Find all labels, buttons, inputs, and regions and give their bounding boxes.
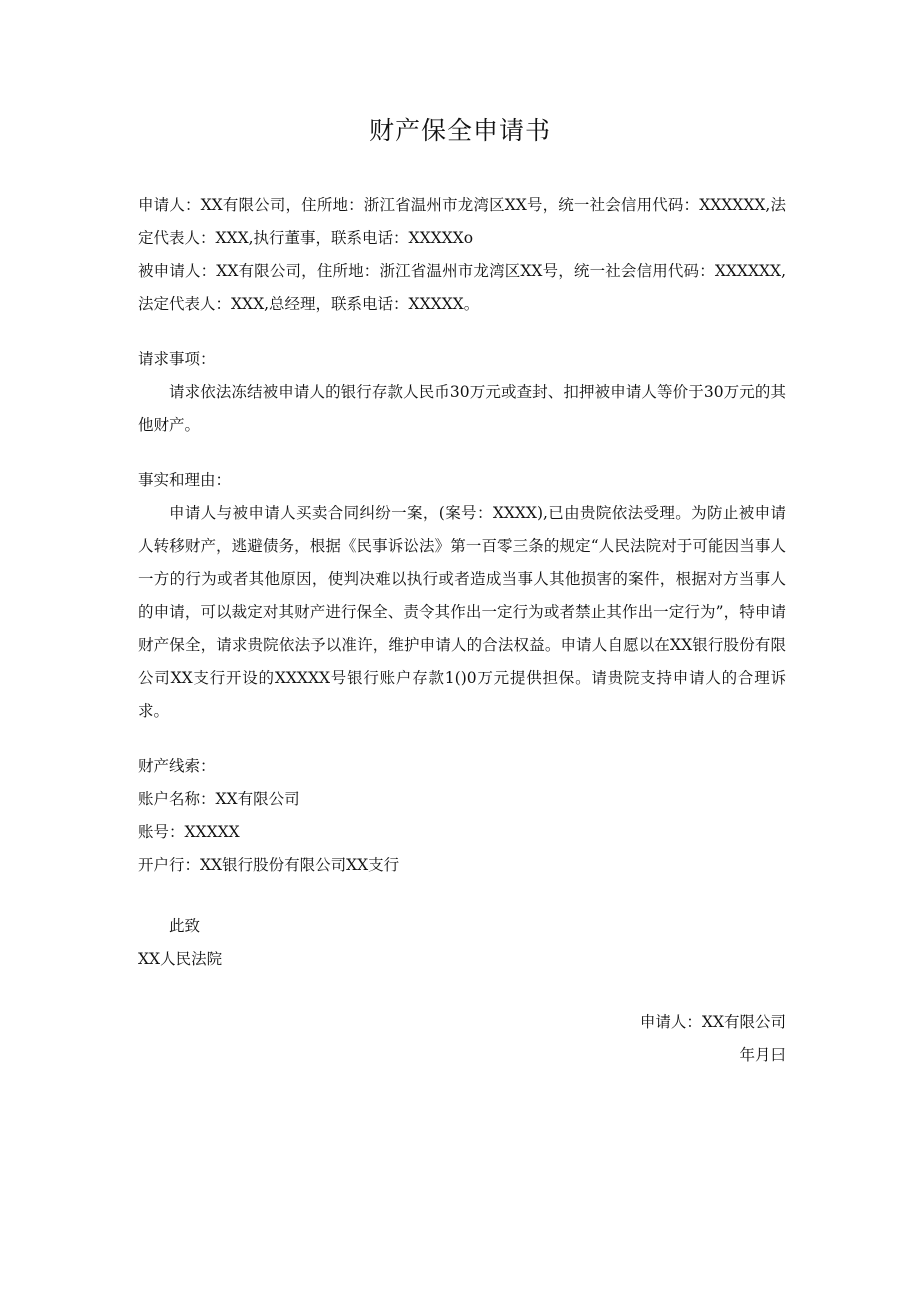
request-body: 请求依法冻结被申请人的银行存款人民币30万元或查封、扣押被申请人等价于30万元的其他财产。 bbox=[138, 383, 786, 434]
signature-block bbox=[138, 1006, 786, 1072]
request-heading: 请求事项： bbox=[138, 350, 216, 368]
account-name: 账户名称：XX有限公司 bbox=[138, 790, 300, 808]
account-number: 账号：XXXXX bbox=[138, 823, 240, 841]
facts-body: 申请人与被申请人买卖合同纠纷一案，(案号：XXXX),已由贵院依法受理。为防止被申请人转移财产，逃避债务，根据《民事诉讼法》第一百零三条的规定“人民法院对于可能因当事人一方的行为或者其他原因，使判决难以执行或者造成当事人其他损害的案件，根据对方当事人的申请，可以裁定对其财产进行保全、责令其作出一定行为或者禁止其作出一定行为”，特申请财产保全，请求贵院依法予以准许，维护申请人的合法权益。申请人自愿以在XX银行股份有限公司XX支行开设的XXXXX号银行账户存款1()0万元提供担保。请贵院支持申请人的合理诉求。 bbox=[138, 504, 786, 720]
bank-name: 开户行：XX银行股份有限公司XX支行 bbox=[138, 856, 400, 874]
section-spacer bbox=[138, 442, 786, 464]
document-content bbox=[138, 189, 786, 1072]
closing-salutation: 此致 bbox=[169, 917, 201, 935]
section-spacer bbox=[138, 321, 786, 343]
facts-heading: 事实和理由： bbox=[138, 471, 232, 489]
court-name: XX人民法院 bbox=[138, 950, 223, 968]
signature-date: 年月曰 bbox=[739, 1046, 786, 1064]
respondent-paragraph: 被申请人：XX有限公司，住所地：浙江省温州市龙湾区XX号，统一社会信用代码：XXXXXX,法定代表人：XXX,总经理，联系电话：XXXXX。 bbox=[138, 262, 786, 313]
signature-applicant: 申请人：XX有限公司 bbox=[639, 1013, 786, 1031]
applicant-paragraph: 申请人：XX有限公司，住所地：浙江省温州市龙湾区XX号，统一社会信用代码：XXXXXX,法定代表人：XXX,执行董事，联系电话：XXXXXo bbox=[138, 196, 786, 247]
section-spacer bbox=[138, 728, 786, 750]
section-spacer bbox=[138, 882, 786, 910]
document-title: 财产保全申请书 bbox=[368, 116, 551, 145]
property-heading: 财产线索： bbox=[138, 757, 216, 775]
